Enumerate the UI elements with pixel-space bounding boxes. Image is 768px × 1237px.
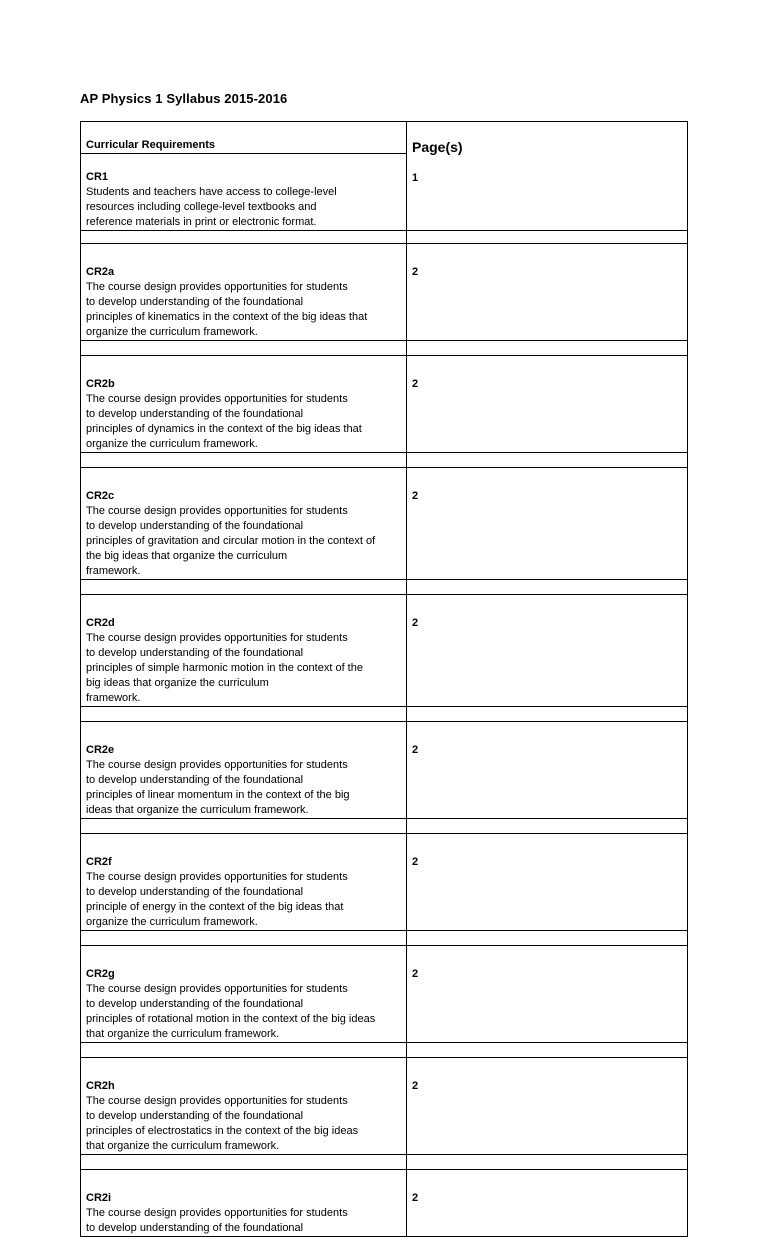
spacer-cell [407, 231, 688, 244]
page-cell [407, 595, 688, 707]
spacer-cell [407, 580, 688, 595]
spacer-cell [81, 453, 407, 468]
page-cell [407, 722, 688, 819]
requirement-code: CR2f [86, 856, 112, 868]
spacer-cell [81, 931, 407, 946]
column-header-requirements: Curricular Requirements [86, 139, 215, 151]
requirement-code: CR2a [86, 266, 115, 278]
page-number: 2 [412, 968, 419, 980]
page-cell [407, 1170, 688, 1237]
spacer-cell [407, 1043, 688, 1058]
table-row [81, 595, 688, 707]
requirement-text: The course design provides opportunities for students to develop understanding of the foundational principles of linear momentum in the context of the big ideas that organize the curriculum framework. [86, 759, 350, 816]
column-header-pages: Page(s) [412, 139, 463, 155]
table-row [81, 244, 688, 341]
page-number: 2 [412, 266, 419, 278]
page-number: 2 [412, 1192, 419, 1204]
page-number: 2 [412, 1080, 419, 1092]
page-cell [407, 468, 688, 580]
requirement-cell [81, 468, 407, 580]
requirement-text: The course design provides opportunities for students to develop understanding of the foundational principles of rotational motion in the context of the big ideas that organize the curriculum framework. [86, 983, 376, 1040]
requirement-code: CR2g [86, 968, 115, 980]
requirement-cell [81, 244, 407, 341]
requirement-text: The course design provides opportunities for students to develop understanding of the foundational principles of electrostatics in the context of the big ideas that organize the curriculum framework. [86, 1095, 359, 1152]
requirement-cell [81, 356, 407, 453]
requirement-cell [81, 154, 407, 231]
requirement-text: The course design provides opportunities for students to develop understanding of the foundational principles of gravitation and circular motion in the context of the big ideas that organize the curriculum framework. [86, 505, 376, 577]
requirement-code: CR2d [86, 617, 115, 629]
table-row [81, 1058, 688, 1155]
requirement-cell [81, 722, 407, 819]
requirement-cell [81, 834, 407, 931]
requirement-cell [81, 1058, 407, 1155]
requirement-code: CR2b [86, 378, 115, 390]
table-row [81, 834, 688, 931]
page-number: 2 [412, 744, 419, 756]
spacer-cell [407, 819, 688, 834]
page-cell [407, 244, 688, 341]
spacer-cell [81, 341, 407, 356]
requirement-code: CR2c [86, 490, 115, 502]
requirement-cell [81, 946, 407, 1043]
table-row [81, 356, 688, 453]
spacer-cell [407, 453, 688, 468]
table-row [81, 122, 688, 154]
requirement-code: CR2i [86, 1192, 112, 1204]
spacer-cell [407, 1155, 688, 1170]
spacer-cell [81, 1043, 407, 1058]
page-cell [407, 946, 688, 1043]
table-row [81, 946, 688, 1043]
spacer-cell [81, 1155, 407, 1170]
spacer-cell [407, 341, 688, 356]
spacer-cell [81, 707, 407, 722]
page-number: 2 [412, 617, 419, 629]
requirement-cell [81, 122, 407, 154]
page-number: 1 [412, 172, 419, 184]
page-cell [407, 356, 688, 453]
requirement-code: CR1 [86, 171, 109, 183]
requirement-cell [81, 595, 407, 707]
page-cell [407, 122, 688, 231]
spacer-cell [81, 580, 407, 595]
requirements-table [80, 121, 688, 1237]
requirement-code: CR2e [86, 744, 115, 756]
spacer-cell [407, 931, 688, 946]
table-row [81, 468, 688, 580]
page-number: 2 [412, 490, 419, 502]
page-cell [407, 834, 688, 931]
requirement-code: CR2h [86, 1080, 115, 1092]
requirement-text: The course design provides opportunities for students to develop understanding of the foundational principles of kinematics in the context of the big ideas that organize the curriculum framework. [86, 281, 368, 338]
page-number: 2 [412, 378, 419, 390]
requirement-text: Students and teachers have access to college-level resources including college-level textbooks and reference materials in print or electronic format. [86, 186, 337, 228]
requirement-text: The course design provides opportunities for students to develop understanding of the foundational principles of dynamics in the context of the big ideas that organize the curriculum framework. [86, 393, 362, 450]
requirement-text: The course design provides opportunities for students to develop understanding of the foundational principles of simple harmonic motion in the context of the big ideas that organize the curriculum framework. [86, 632, 363, 704]
table-row [81, 1170, 688, 1237]
document-title: AP Physics 1 Syllabus 2015-2016 [80, 91, 288, 106]
requirement-text: The course design provides opportunities for students to develop understanding of the foundational principle of energy in the context of the big ideas that organize the curriculum framework. [86, 871, 348, 928]
requirement-cell [81, 1170, 407, 1237]
requirement-text: The course design provides opportunities for students to develop understanding of the foundational [86, 1207, 348, 1234]
page-cell [407, 1058, 688, 1155]
table-row [81, 722, 688, 819]
spacer-cell [81, 819, 407, 834]
spacer-cell [81, 231, 407, 244]
spacer-cell [407, 707, 688, 722]
page-number: 2 [412, 856, 419, 868]
